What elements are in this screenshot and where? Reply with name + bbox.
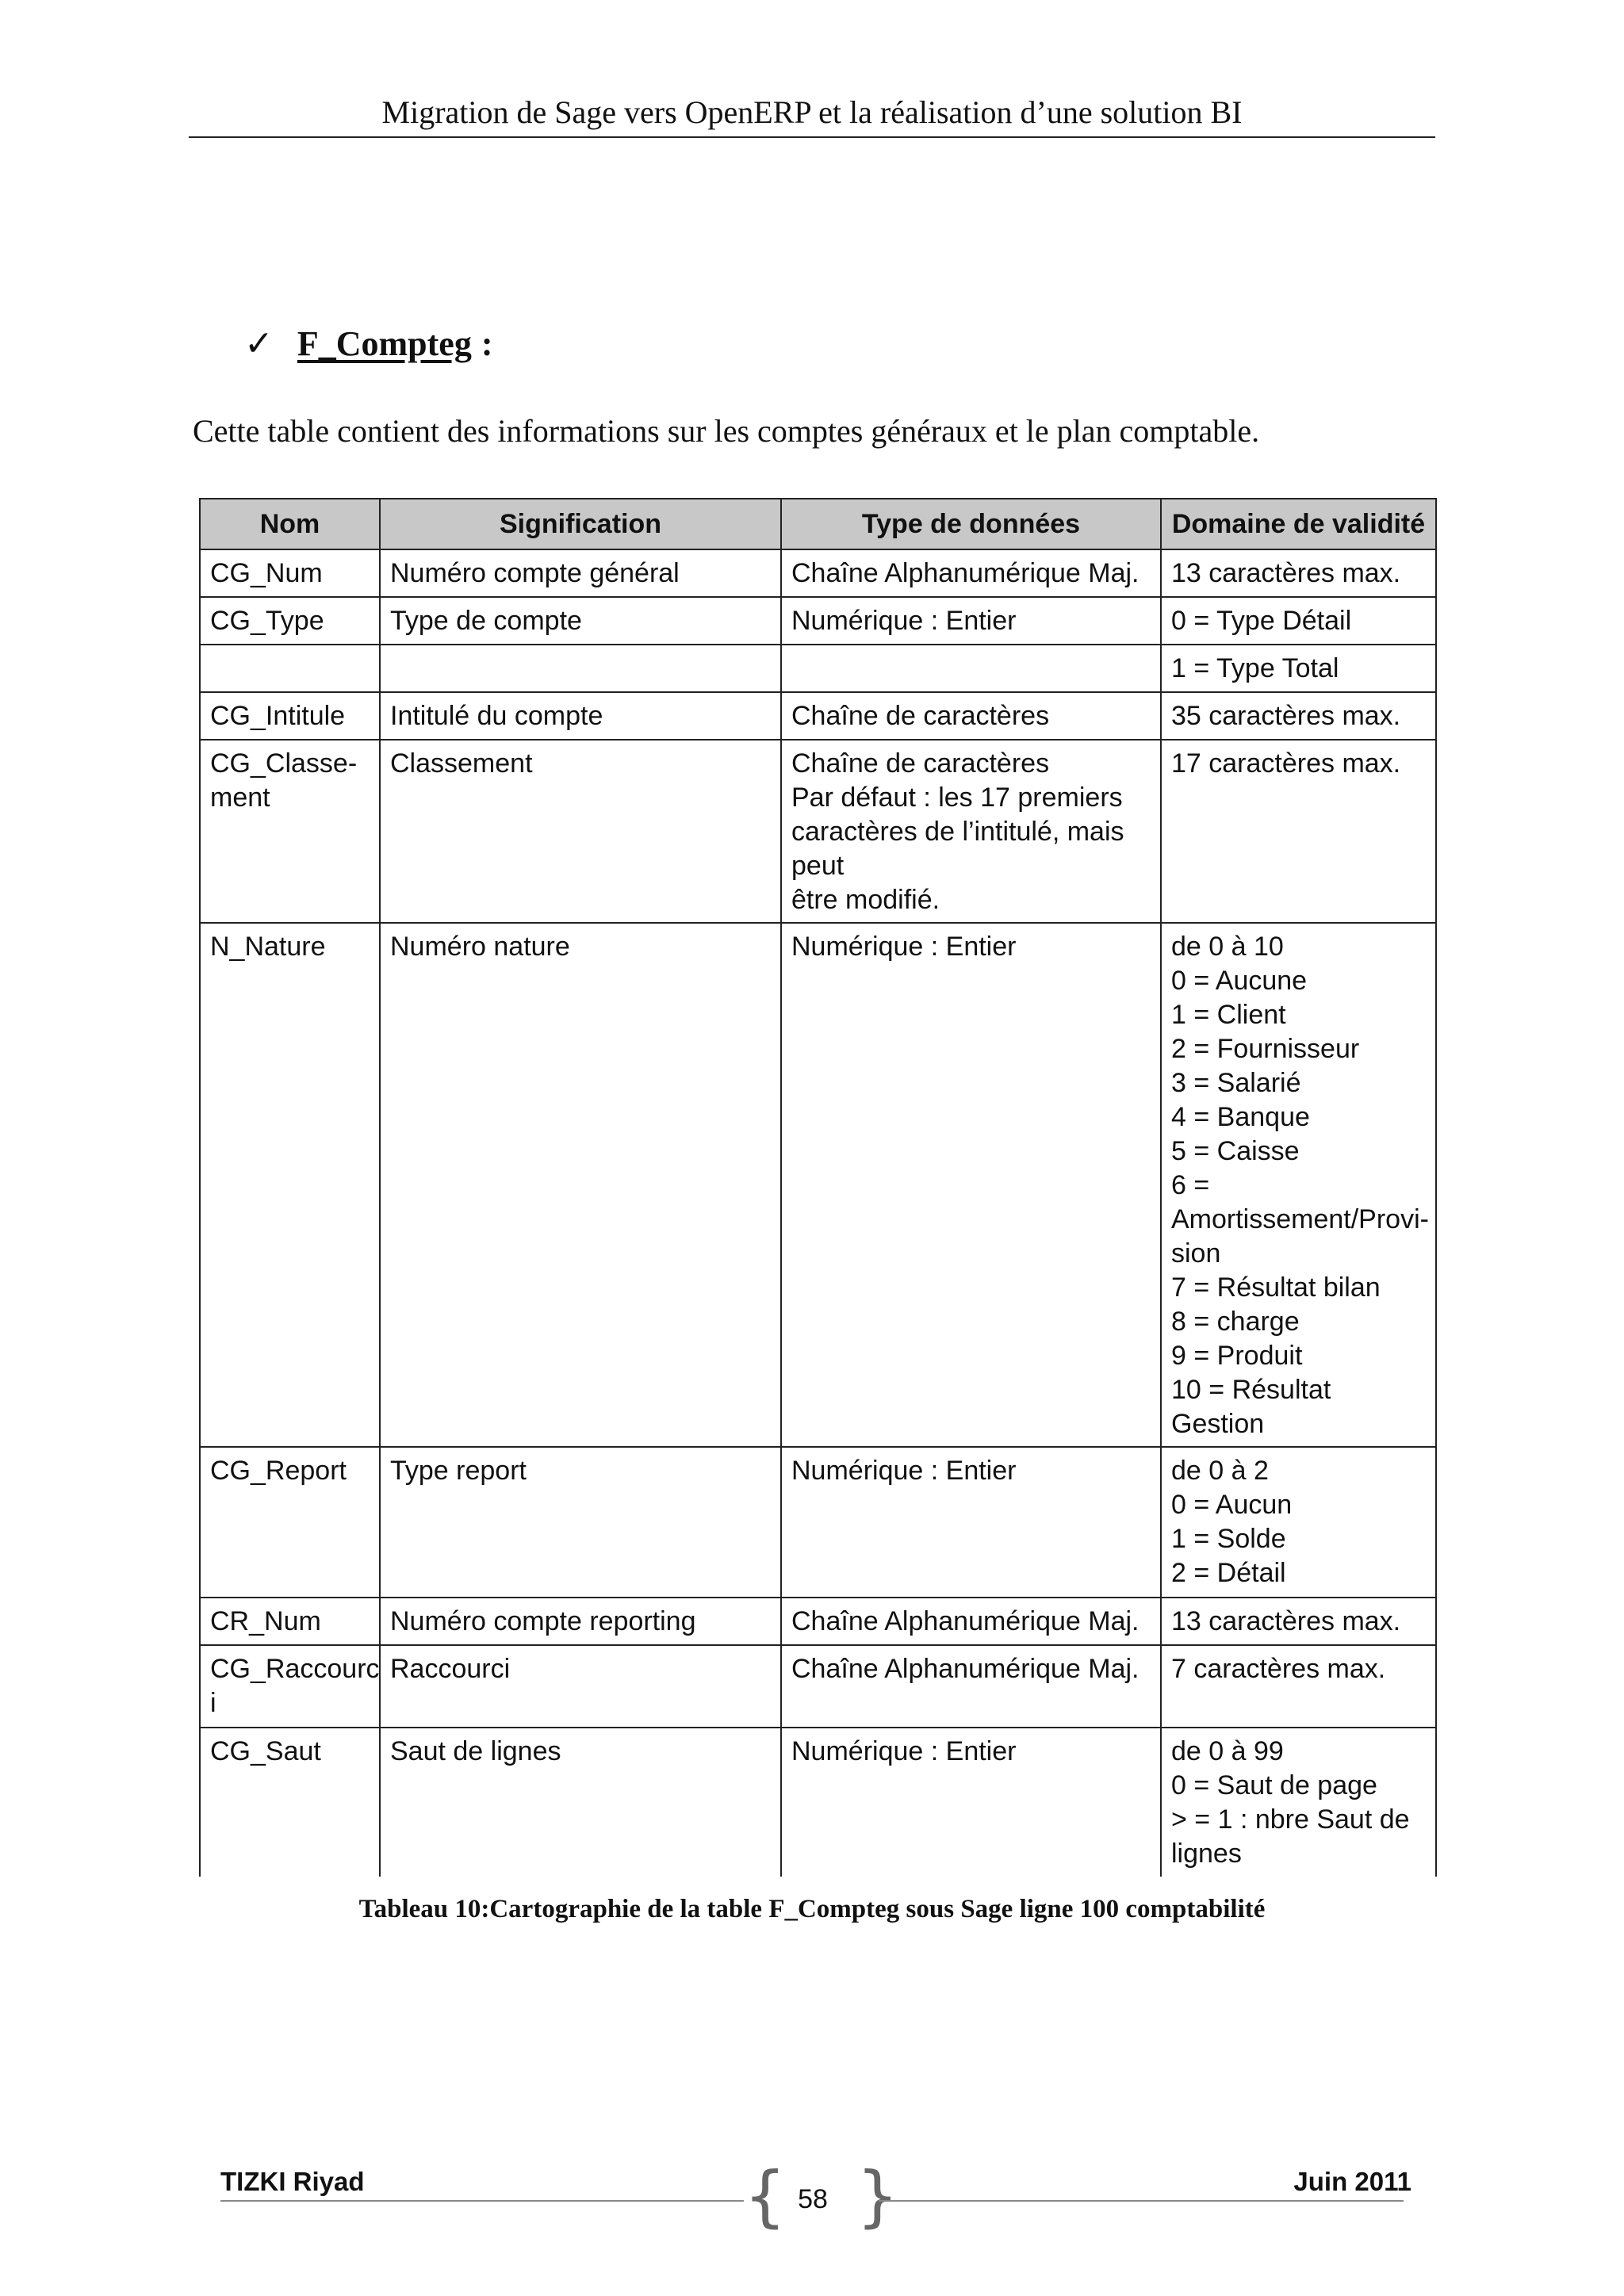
column-header-signification: Signification — [380, 499, 781, 549]
cell-nom: CG_Num — [200, 549, 380, 597]
cell-signification: Numéro compte général — [380, 549, 781, 597]
footer-author: TIZKI Riyad — [220, 2167, 365, 2196]
table-caption: Tableau 10:Cartographie de la table F_Compteg sous Sage ligne 100 comptabilité — [358, 1895, 1266, 1923]
cell-nom: CG_Intitule — [200, 692, 380, 740]
cell-type: Chaîne Alphanumérique Maj. — [781, 549, 1161, 597]
section-colon: : — [481, 324, 493, 363]
cell-signification: Numéro compte reporting — [380, 1598, 781, 1645]
table-row — [200, 1447, 1436, 1598]
footer-rule-left — [220, 2200, 744, 2202]
table-row — [200, 597, 1436, 645]
section-title: F_Compteg — [297, 324, 472, 363]
cell-nom: CG_Saut — [200, 1728, 380, 1877]
cell-signification — [380, 645, 781, 692]
footer-date: Juin 2011 — [1293, 2167, 1411, 2196]
cell-type: Chaîne de caractères Par défaut : les 17 premiers caractères de l’intitulé, mais peut être modifié. — [781, 740, 1161, 923]
cell-type — [781, 645, 1161, 692]
running-header: Migration de Sage vers OpenERP et la réalisation d’une solution BI — [381, 94, 1243, 130]
table-header-row — [200, 499, 1436, 549]
cell-nom: CR_Num — [200, 1598, 380, 1645]
cell-signification: Numéro nature — [380, 923, 781, 1447]
table-row — [200, 549, 1436, 597]
cell-type: Numérique : Entier — [781, 923, 1161, 1447]
column-header-domaine: Domaine de validité — [1161, 499, 1436, 549]
column-header-type: Type de données — [781, 499, 1161, 549]
section-heading — [244, 323, 493, 364]
cell-domaine: 1 = Type Total — [1161, 645, 1436, 692]
table-row — [200, 923, 1436, 1447]
right-brace-icon: } — [856, 2157, 899, 2235]
header-rule — [189, 136, 1435, 138]
cell-type: Chaîne Alphanumérique Maj. — [781, 1645, 1161, 1728]
cell-domaine: 0 = Type Détail — [1161, 597, 1436, 645]
cell-domaine: 35 caractères max. — [1161, 692, 1436, 740]
table-row — [200, 1645, 1436, 1728]
check-icon: ✓ — [244, 324, 274, 363]
table-row — [200, 645, 1436, 692]
cell-nom: CG_Report — [200, 1447, 380, 1598]
cell-signification: Raccourci — [380, 1645, 781, 1728]
footer-rule-right — [879, 2200, 1404, 2202]
cell-domaine: de 0 à 10 0 = Aucune 1 = Client 2 = Fournisseur 3 = Salarié 4 = Banque 5 = Caisse 6 = Amortissement/Provi- sion 7 = Résultat bilan 8 = charge 9 = Produit 10 = Résultat Gestion — [1161, 923, 1436, 1447]
cell-domaine: 17 caractères max. — [1161, 740, 1436, 923]
intro-paragraph: Cette table contient des informations sur les comptes généraux et le plan comptable. — [193, 413, 1260, 449]
column-header-nom: Nom — [200, 499, 380, 549]
data-table — [199, 498, 1437, 1877]
cell-signification: Intitulé du compte — [380, 692, 781, 740]
cell-nom — [200, 645, 380, 692]
cell-signification: Saut de lignes — [380, 1728, 781, 1877]
left-brace-icon: { — [744, 2157, 787, 2235]
cell-type: Numérique : Entier — [781, 597, 1161, 645]
table-row — [200, 1728, 1436, 1877]
cell-domaine: de 0 à 99 0 = Saut de page > = 1 : nbre Saut de lignes — [1161, 1728, 1436, 1877]
cell-type: Numérique : Entier — [781, 1728, 1161, 1877]
cell-domaine: de 0 à 2 0 = Aucun 1 = Solde 2 = Détail — [1161, 1447, 1436, 1598]
cell-domaine: 13 caractères max. — [1161, 549, 1436, 597]
table-row — [200, 1598, 1436, 1645]
cell-type: Chaîne Alphanumérique Maj. — [781, 1598, 1161, 1645]
cell-nom: CG_Raccourc i — [200, 1645, 380, 1728]
cell-domaine: 7 caractères max. — [1161, 1645, 1436, 1728]
cell-type: Numérique : Entier — [781, 1447, 1161, 1598]
table-row — [200, 692, 1436, 740]
cell-signification: Type de compte — [380, 597, 781, 645]
cell-signification: Classement — [380, 740, 781, 923]
cell-nom: N_Nature — [200, 923, 380, 1447]
cell-nom: CG_Classe- ment — [200, 740, 380, 923]
cell-nom: CG_Type — [200, 597, 380, 645]
page-number: 58 — [798, 2184, 828, 2214]
cell-domaine: 13 caractères max. — [1161, 1598, 1436, 1645]
table-row — [200, 740, 1436, 923]
cell-signification: Type report — [380, 1447, 781, 1598]
cell-type: Chaîne de caractères — [781, 692, 1161, 740]
